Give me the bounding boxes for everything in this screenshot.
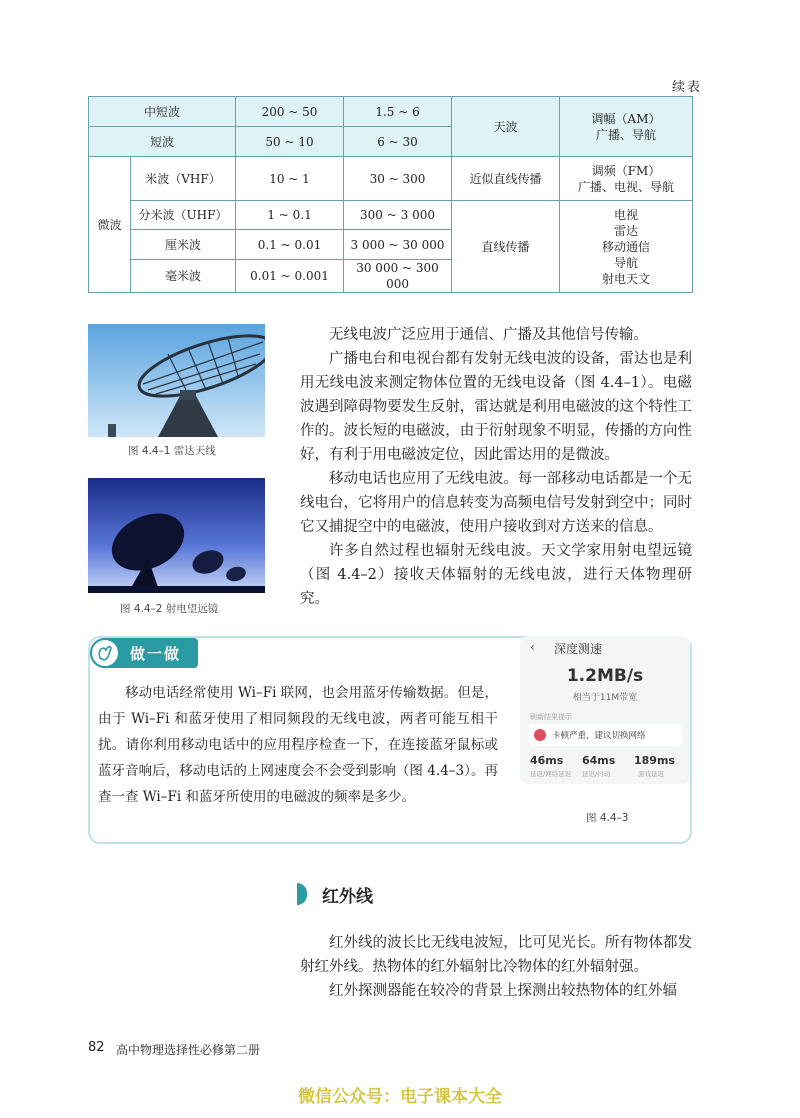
body-paragraph: 许多自然过程也辐射无线电波。天文学家用射电望远镜（图 4.4–2）接收天体辐射的无线电波，进行天体物理研究。 — [300, 543, 692, 607]
band-name-cell: 米波（VHF） — [131, 157, 236, 201]
section-marker — [297, 883, 307, 905]
table-row — [89, 97, 693, 127]
use-cell: 电视 雷达 移动通信 导航 射电天文 — [560, 201, 693, 293]
wavelength-cell: 0.1 ~ 0.01 — [236, 230, 344, 260]
band-name-cell: 分米波（UHF） — [131, 201, 236, 230]
group-cell: 微波 — [89, 157, 131, 293]
wavelength-cell: 10 ~ 1 — [236, 157, 344, 201]
speed-test-screenshot — [520, 636, 690, 784]
propagation-cell: 近似直线传播 — [452, 157, 560, 201]
propagation-cell: 天波 — [452, 97, 560, 157]
latency-label: 延迟/网络延迟 — [530, 770, 572, 778]
fig1-caption: 图 4.4–1 雷达天线 — [128, 445, 216, 457]
page-number: 82 — [88, 1040, 105, 1055]
wavelength-cell: 1 ~ 0.1 — [236, 201, 344, 230]
wavelength-cell: 50 ~ 10 — [236, 127, 344, 157]
body-paragraph: 无线电波广泛应用于通信、广播及其他信号传输。 — [329, 327, 648, 343]
jitter-stat: 64ms — [582, 754, 616, 767]
radio-telescope-photo — [88, 478, 265, 593]
continued-label: 续表 — [671, 80, 702, 95]
activity-title: 做一做 — [130, 645, 182, 663]
propagation-cell: 直线传播 — [452, 201, 560, 293]
back-icon: ‹ — [530, 640, 535, 654]
fig2-caption: 图 4.4–2 射电望远镜 — [120, 603, 219, 615]
warning-icon — [534, 729, 546, 741]
frequency-cell: 300 ~ 3 000 — [344, 201, 452, 230]
table-row — [89, 157, 693, 201]
section-title: 红外线 — [322, 887, 373, 907]
body-paragraph: 广播电台和电视台都有发射无线电波的设备，雷达也是利用无线电波来测定物体位置的无线电设备（图 4.4–1）。电磁波遇到障碍物要发生反射，雷达就是利用电磁波的这个特性工作的。波长短的电磁波，由于衍射现象不明显，传播的方向性好，有利于用电磁波定位，因此雷达用的是微波。 — [300, 351, 692, 463]
wavelength-cell: 200 ~ 50 — [236, 97, 344, 127]
frequency-cell: 6 ~ 30 — [344, 127, 452, 157]
game-latency-label: 游戏延迟 — [638, 770, 664, 778]
fig3-caption: 图 4.4–3 — [586, 812, 629, 824]
band-name-cell: 厘米波 — [131, 230, 236, 260]
body-paragraph: 红外探测器能在较冷的背景上探测出较热物体的红外辐 — [329, 983, 677, 999]
speed-value: 1.2MB/s — [566, 666, 644, 686]
jitter-label: 延迟/抖动 — [582, 770, 611, 778]
bandwidth-equivalent: 相当于11M带宽 — [572, 693, 638, 703]
result-label: 刷新结果提示 — [530, 713, 572, 721]
body-paragraph: 移动电话也应用了无线电波。每一部移动电话都是一个无线电台，它将用户的信息转变为高频电信号发射到空中；同时它又捕捉空中的电磁波，使用户接收到对方送来的信息。 — [300, 471, 692, 535]
table-row — [89, 201, 693, 230]
lag-alert — [528, 724, 682, 746]
frequency-cell: 30 000 ~ 300 000 — [344, 260, 452, 293]
use-cell: 调频（FM） 广播、电视、导航 — [560, 157, 693, 201]
latency-stat: 46ms — [530, 754, 564, 767]
use-cell: 调幅（AM） 广播、导航 — [560, 97, 693, 157]
band-name-cell: 中短波 — [89, 97, 236, 127]
game-latency-stat: 189ms — [634, 754, 675, 767]
speed-test-title: 深度测速 — [554, 642, 603, 656]
band-name-cell: 短波 — [89, 127, 236, 157]
hand-icon — [90, 638, 120, 668]
watermark: 微信公众号：电子课本大全 — [298, 1087, 502, 1107]
frequency-cell: 3 000 ~ 30 000 — [344, 230, 452, 260]
activity-text: 移动电话经常使用 Wi–Fi 联网，也会用蓝牙传输数据。但是，由于 Wi–Fi 和蓝牙使用了相同频段的无线电波，两者可能互相干扰。请你利用移动电话中的应用程序检查一下，在连接蓝牙鼠标或蓝牙音响后，移动电话的上网速度会不会受到影响（图 4.4–3）。再查一查 Wi–Fi 和蓝牙所使用的电磁波的频率是多少。 — [98, 685, 498, 805]
band-name-cell: 毫米波 — [131, 260, 236, 293]
alert-text: 卡顿严重，建议切换网络 — [552, 731, 646, 741]
radar-antenna-photo — [88, 324, 265, 437]
frequency-cell: 1.5 ~ 6 — [344, 97, 452, 127]
body-paragraph: 红外线的波长比无线电波短，比可见光长。所有物体都发射红外线。热物体的红外辐射比冷物体的红外辐射强。 — [300, 935, 692, 975]
book-title: 高中物理选择性必修第二册 — [116, 1043, 261, 1057]
wavelength-cell: 0.01 ~ 0.001 — [236, 260, 344, 293]
radio-band-table — [88, 96, 693, 293]
frequency-cell: 30 ~ 300 — [344, 157, 452, 201]
